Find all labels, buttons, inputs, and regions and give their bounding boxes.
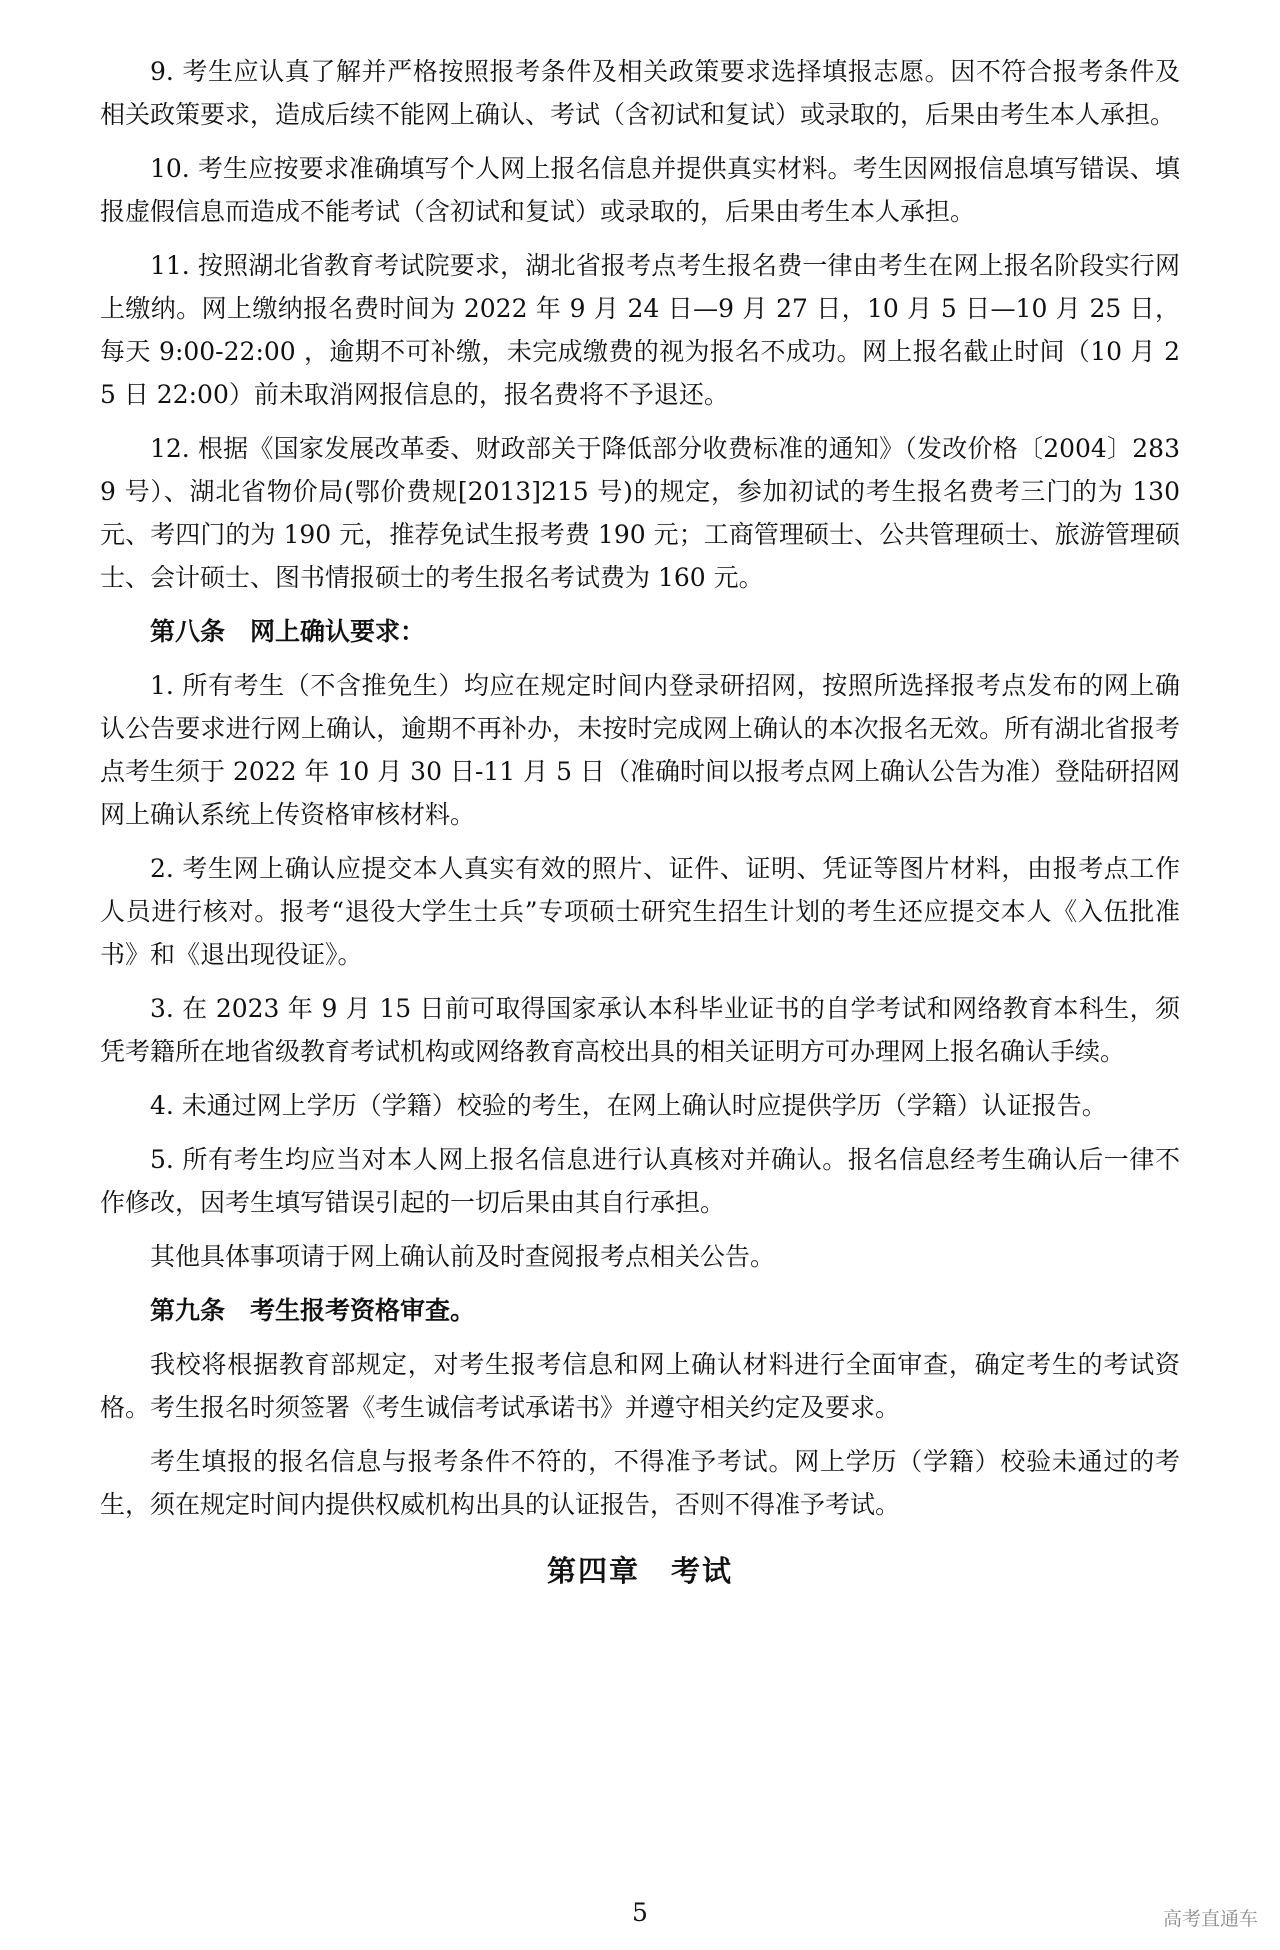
article-9-heading: 第九条 考生报考资格审查。	[150, 1296, 476, 1325]
article-8-item-3: 3. 在 2023 年 9 月 15 日前可取得国家承认本科毕业证书的自学考试和网络教育本科生，须凭考籍所在地省级教育考试机构或网络教育高校出具的相关证明方可办理网上报名确认手续。	[100, 994, 1180, 1066]
article-8-item-1: 1. 所有考生（不含推免生）均应在规定时间内登录研招网，按照所选择报考点发布的网上确认公告要求进行网上确认，逾期不再补办，未按时完成网上确认的本次报名无效。所有湖北省报考点考生须于 2022 年 10 月 30 日-11 月 5 日（准确时间以报考点网上确认公告为准）登陆研招网网上确认系统上传资格审核材料。	[100, 671, 1180, 829]
chapter-title: 第四章 考试	[546, 1554, 733, 1588]
article-9-paragraph-1: 我校将根据教育部规定，对考生报考信息和网上确认材料进行全面审查，确定考生的考试资格。考生报名时须签署《考生诚信考试承诺书》并遵守相关约定及要求。	[100, 1350, 1180, 1422]
paragraph-item-12: 12. 根据《国家发展改革委、财政部关于降低部分收费标准的通知》（发改价格〔2004〕2839 号）、湖北省物价局(鄂价费规[2013]215 号)的规定，参加初试的考生报名费考三门的为 130 元、考四门的为 190 元，推荐免试生报考费 190 元；工商管理硕士、公共管理硕士、旅游管理硕士、会计硕士、图书情报硕士的考生报名考试费为 160 元。	[100, 434, 1180, 592]
paragraph-item-11: 11. 按照湖北省教育考试院要求，湖北省报考点考生报名费一律由考生在网上报名阶段实行网上缴纳。网上缴纳报名费时间为 2022 年 9 月 24 日—9 月 27 日，10 月 5 日—10 月 25 日，每天 9:00-22:00 ，逾期不可补缴，未完成缴费的视为报名不成功。网上报名截止时间（10 月 25 日 22:00）前未取消网报信息的，报名费将不予退还。	[100, 251, 1180, 409]
document-body	[100, 50, 1180, 1594]
paragraph-item-10: 10. 考生应按要求准确填写个人网上报名信息并提供真实材料。考生因网报信息填写错误、填报虚假信息而造成不能考试（含初试和复试）或录取的，后果由考生本人承担。	[100, 154, 1180, 226]
paragraph-item-9: 9. 考生应认真了解并严格按照报考条件及相关政策要求选择填报志愿。因不符合报考条件及相关政策要求，造成后续不能网上确认、考试（含初试和复试）或录取的，后果由考生本人承担。	[100, 57, 1180, 129]
watermark-text: 高考直通车	[1162, 1908, 1258, 1930]
article-8-item-5: 5. 所有考生均应当对本人网上报名信息进行认真核对并确认。报名信息经考生确认后一律不作修改，因考生填写错误引起的一切后果由其自行承担。	[100, 1145, 1180, 1217]
article-8-item-2: 2. 考生网上确认应提交本人真实有效的照片、证件、证明、凭证等图片材料，由报考点工作人员进行核对。报考“退役大学生士兵”专项硕士研究生招生计划的考生还应提交本人《入伍批准书》和《退出现役证》。	[100, 854, 1180, 969]
page-number: 5	[632, 1898, 648, 1927]
article-8-heading: 第八条 网上确认要求：	[150, 617, 426, 646]
article-8-other-notice: 其他具体事项请于网上确认前及时查阅报考点相关公告。	[150, 1242, 776, 1271]
article-9-paragraph-2: 考生填报的报名信息与报考条件不符的，不得准予考试。网上学历（学籍）校验未通过的考生，须在规定时间内提供权威机构出具的认证报告，否则不得准予考试。	[100, 1447, 1180, 1519]
article-8-item-4: 4. 未通过网上学历（学籍）校验的考生，在网上确认时应提供学历（学籍）认证报告。	[150, 1091, 1107, 1120]
